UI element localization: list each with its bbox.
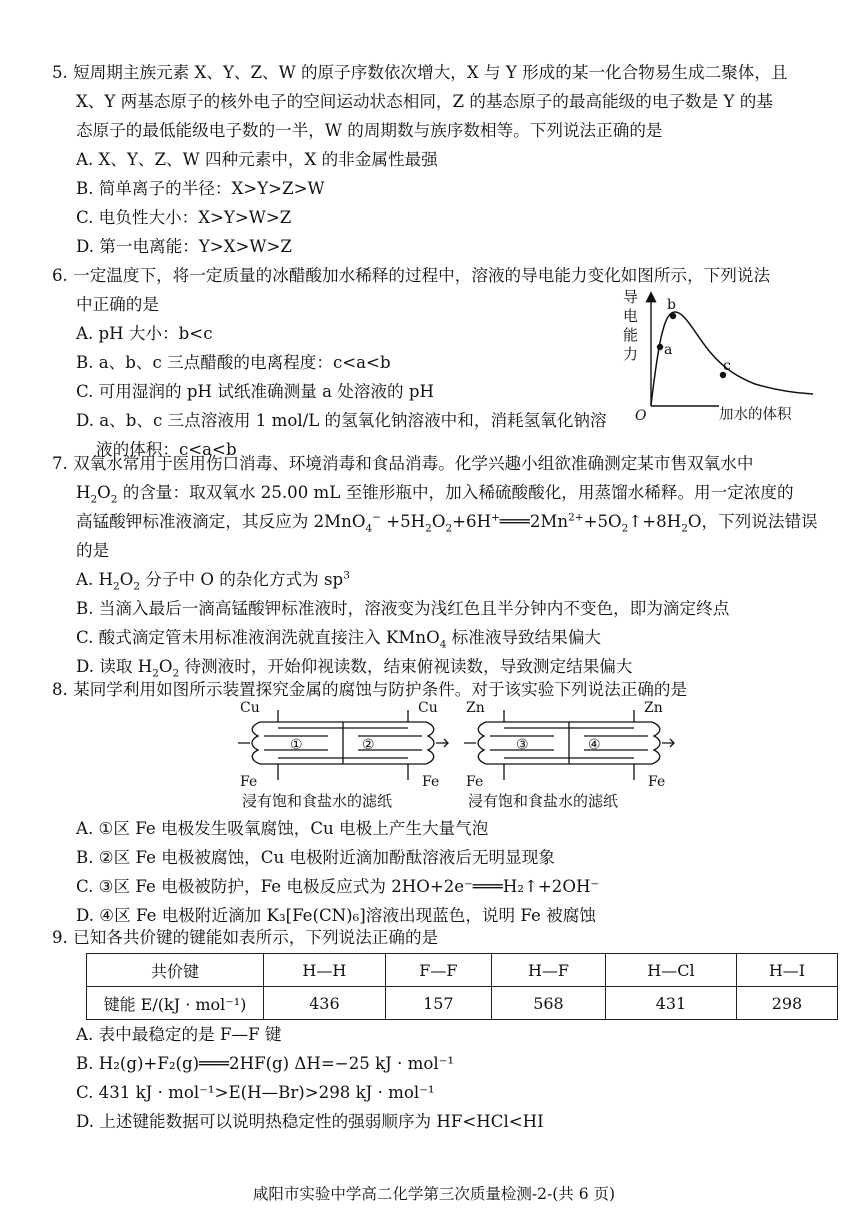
table-header-cell: H—I (736, 954, 837, 987)
right-device-top-right-metal: Zn (644, 700, 663, 716)
q9-option-d: D. 上述键能数据可以说明热稳定性的强弱顺序为 HF<HCl<HI (76, 1112, 544, 1131)
q8-option-c-prefix: C. ③区 Fe 电极被防护，Fe 电极反应式为 2H (76, 877, 417, 896)
q7-option-c-suffix: 标准液导致结果偏大 (446, 628, 602, 647)
q7-reaction-suffix: ，下列说法错误 (701, 512, 818, 531)
conductivity-graph (615, 282, 845, 424)
graph-point-b (670, 313, 676, 319)
table-cell: 568 (491, 987, 605, 1020)
graph-ylabel-char: 电 (623, 307, 639, 325)
corrosion-device-right (462, 700, 676, 816)
right-device-bottom-right-metal: Fe (648, 774, 666, 790)
zone-3-label: ③ (516, 737, 529, 753)
left-device-top-left-metal: Cu (240, 700, 260, 716)
graph-point-b-label: b (667, 297, 676, 313)
table-header-cell: 共价键 (87, 954, 264, 987)
table-header-cell: H—Cl (605, 954, 736, 987)
graph-point-a (657, 344, 663, 350)
zone-4-label: ④ (588, 737, 601, 753)
q8-option-b: B. ②区 Fe 电极被腐蚀，Cu 电极附近滴加酚酞溶液后无明显现象 (76, 848, 555, 867)
q5-option-c: C. 电负性大小：X>Y>W>Z (76, 208, 292, 227)
right-device-bottom-left-metal: Fe (466, 774, 484, 790)
zone-2-label: ② (362, 737, 375, 753)
table-row (87, 987, 838, 1020)
q7-stem-line-4: 的是 (76, 541, 110, 560)
q8-option-c-suffix: O+2e⁻═══H₂↑+2OH⁻ (416, 877, 600, 896)
q7-option-c: C. 酸式滴定管未用标准液润洗就直接注入 KMnO$_4$ 标准液导致结果偏大 (76, 628, 602, 651)
table-row-label: 键能 E/(kJ · mol⁻¹) (87, 987, 264, 1020)
graph-origin-label: O (635, 408, 647, 424)
corrosion-device-left (236, 700, 450, 816)
q6-option-d-line-2: 液的体积：c<a<b (96, 440, 237, 459)
left-device-bottom-right-metal: Fe (422, 774, 440, 790)
left-device-caption: 浸有饱和食盐水的滤纸 (242, 792, 393, 810)
q7-stem-line-2: $H_2O_2$ 的含量：取双氧水 25.00 mL 至锥形瓶中，加入稀硫酸酸化，用蒸馏水稀释。用一定浓度的 (76, 483, 794, 506)
q8-option-a: A. ①区 Fe 电极发生吸氧腐蚀，Cu 电极上产生大量气泡 (76, 819, 489, 838)
q7-option-a: A. $H_2O_2$ 分子中 O 的杂化方式为 $sp^3$ (76, 569, 350, 593)
graph-ylabel-char: 导 (623, 288, 639, 306)
q7-option-c-prefix: C. 酸式滴定管未用标准液润洗就直接注入 KMnO (76, 628, 440, 647)
q8-option-d: D. ④区 Fe 电极附近滴加 K₃[Fe(CN)₆]溶液出现蓝色，说明 Fe 被腐蚀 (76, 906, 596, 925)
q5-stem-line-2: X、Y 两基态原子的核外电子的空间运动状态相同，Z 的基态原子的最高能级的电子数是 Y 的基 (76, 92, 773, 111)
q7-reaction-prefix: 高锰酸钾标准液滴定，其反应为 2MnO (76, 512, 366, 531)
q7-option-d-suffix: 待测液时，开始仰视读数，结束俯视读数，导致测定结果偏大 (179, 657, 633, 676)
graph-xlabel: 加水的体积 (719, 407, 792, 423)
graph-ylabel-char: 力 (623, 345, 639, 363)
q9-option-a: A. 表中最稳定的是 F—F 键 (76, 1025, 282, 1044)
q7-option-a-suffix: 分子中 O 的杂化方式为 sp (140, 570, 344, 589)
q5-option-a: A. X、Y、Z、W 四种元素中，X 的非金属性最强 (76, 150, 438, 169)
q7-stem-line-2-text: 的含量：取双氧水 25.00 mL 至锥形瓶中，加入稀硫酸酸化，用蒸馏水稀释。用一定浓度的 (122, 483, 794, 502)
q5-option-d: D. 第一电离能：Y>X>W>Z (76, 237, 292, 256)
table-header-cell: H—F (491, 954, 605, 987)
q5-option-b: B. 简单离子的半径：X>Y>Z>W (76, 179, 325, 198)
q6-stem-line-2: 中正确的是 (76, 295, 159, 314)
q7-stem-line-3: 高锰酸钾标准液滴定，其反应为 $2MnO_4^- +5H_2O_2+6H^+═══2Mn^{2+}+5O_2↑+8H_2O$，下列说法错误 (76, 511, 818, 535)
q6-option-a: A. pH 大小：b<c (76, 324, 213, 343)
left-device-top-right-metal: Cu (418, 700, 438, 716)
zone-1-label: ① (290, 737, 303, 753)
page-footer: 咸阳市实验中学高二化学第三次质量检测-2-(共 6 页) (252, 1185, 616, 1203)
q5-stem-line-1: 5. 短周期主族元素 X、Y、Z、W 的原子序数依次增大，X 与 Y 形成的某一化合物易生成二聚体，且 (52, 63, 788, 82)
graph-point-c-label: c (723, 358, 731, 374)
conductivity-curve (651, 312, 813, 405)
q9-stem: 9. 已知各共价键的键能如表所示，下列说法正确的是 (52, 928, 439, 947)
q6-stem-line-1: 6. 一定温度下，将一定质量的冰醋酸加水稀释的过程中，溶液的导电能力变化如图所示，下列说法 (52, 266, 771, 285)
table-header-cell: H—H (264, 954, 386, 987)
table-cell: 157 (385, 987, 491, 1020)
q7-option-d: D. 读取 $H_2O_2$ 待测液时，开始仰视读数，结束俯视读数，导致测定结果偏大 (76, 657, 633, 680)
q5-stem-line-3: 态原子的最低能级电子数的一半，W 的周期数与族序数相等。下列说法正确的是 (76, 121, 663, 140)
q8-option-c (76, 876, 599, 898)
graph-point-a-label: a (664, 342, 673, 358)
q7-option-a-prefix: A. H (76, 570, 114, 589)
q9-option-c: C. 431 kJ · mol⁻¹>E(H—Br)>298 kJ · mol⁻¹ (76, 1083, 435, 1102)
table-header-row (87, 954, 838, 987)
graph-ylabel-char: 能 (623, 326, 639, 344)
table-cell: 431 (605, 987, 736, 1020)
q6-option-d-line-1: D. a、b、c 三点溶液用 1 mol/L 的氢氧化钠溶液中和，消耗氢氧化钠溶 (76, 411, 607, 430)
right-device-caption: 浸有饱和食盐水的滤纸 (468, 792, 619, 810)
left-device-bottom-left-metal: Fe (240, 774, 258, 790)
q7-option-b: B. 当滴入最后一滴高锰酸钾标准液时，溶液变为浅红色且半分钟内不变色，即为滴定终点 (76, 599, 730, 618)
right-device-top-left-metal: Zn (466, 700, 485, 716)
q6-option-c: C. 可用湿润的 pH 试纸准确测量 a 处溶液的 pH (76, 382, 435, 401)
q9-option-b: B. H₂(g)+F₂(g)═══2HF(g) ΔH=−25 kJ · mol⁻¹ (76, 1054, 455, 1073)
q6-option-b: B. a、b、c 三点醋酸的电离程度：c<a<b (76, 353, 391, 372)
q8-stem: 8. 某同学利用如图所示装置探究金属的腐蚀与防护条件。对于该实验下列说法正确的是 (52, 680, 688, 699)
q7-stem-line-1: 7. 双氧水常用于医用伤口消毒、环境消毒和食品消毒。化学兴趣小组欲准确测定某市售双氧水中 (52, 454, 754, 473)
bond-energy-table (86, 953, 838, 1020)
table-header-cell: F—F (385, 954, 491, 987)
graph-ylabel (623, 288, 638, 363)
table-cell: 436 (264, 987, 386, 1020)
table-cell: 298 (736, 987, 837, 1020)
q7-option-d-prefix: D. 读取 H (76, 657, 153, 676)
